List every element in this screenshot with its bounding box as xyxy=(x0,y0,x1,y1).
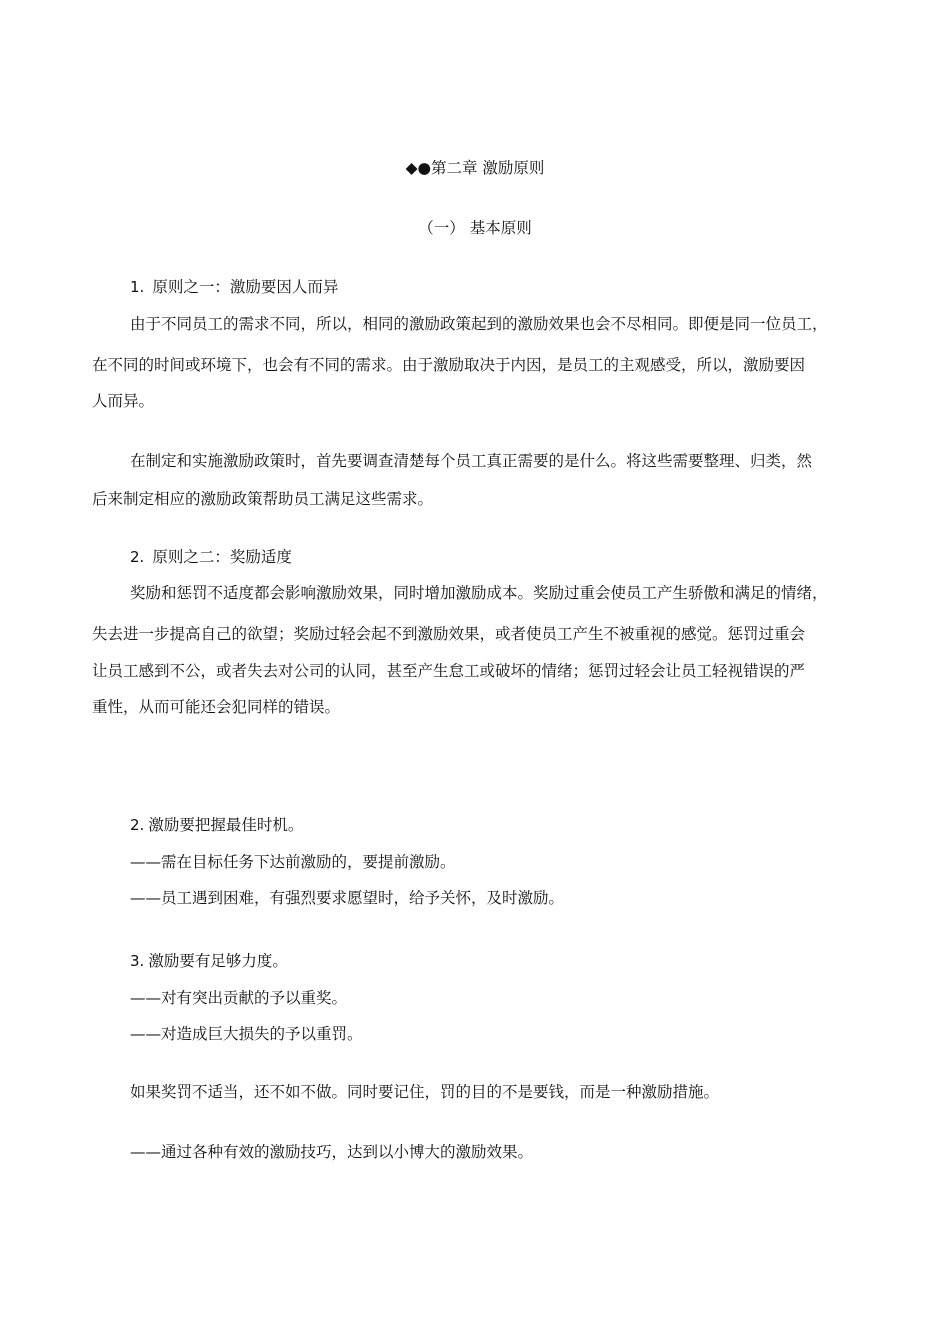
principle2-line3: 让员工感到不公，或者失去对公司的认同，甚至产生怠工或破坏的情绪；惩罚过轻会让员工轻视错误的严 xyxy=(92,662,806,680)
principle2-line2: 失去进一步提高自己的欲望；奖励过轻会起不到激励效果，或者使员工产生不被重视的感觉。惩罚过重会 xyxy=(92,625,806,643)
principle1-para1-line3: 人而异。 xyxy=(92,392,155,410)
principle2-heading xyxy=(130,547,292,567)
chapter-title: ◆●第二章 激励原则 xyxy=(405,159,545,177)
timing-bullet1: ——需在目标任务下达前激励的，要提前激励。 xyxy=(130,853,456,871)
principle2-heading-text: 原则之二：奖励适度 xyxy=(152,548,292,566)
strength-number: 3. xyxy=(130,952,145,970)
principle1-number: 1. xyxy=(130,278,145,296)
principle1-para1-line1: 由于不同员工的需求不同，所以，相同的激励政策起到的激励效果也会不尽相同。即便是同一位员工， xyxy=(130,315,828,333)
principle1-para1-line2: 在不同的时间或环境下，也会有不同的需求。由于激励取决于内因，是员工的主观感受，所以，激励要因 xyxy=(92,356,806,374)
strength-bullet2: ——对造成巨大损失的予以重罚。 xyxy=(130,1025,363,1043)
section-title: （一） 基本原则 xyxy=(418,219,532,237)
principle2-line4: 重性，从而可能还会犯同样的错误。 xyxy=(92,698,341,716)
closing-line2: ——通过各种有效的激励技巧，达到以小博大的激励效果。 xyxy=(130,1143,534,1161)
strength-bullet1: ——对有突出贡献的予以重奖。 xyxy=(130,989,348,1007)
principle1-para2-line1: 在制定和实施激励政策时，首先要调查清楚每个员工真正需要的是什么。将这些需要整理、归类，然 xyxy=(130,452,813,470)
principle1-para2-line2: 后来制定相应的激励政策帮助员工满足这些需求。 xyxy=(92,490,434,508)
timing-heading-text: 激励要把握最佳时机。 xyxy=(148,816,304,834)
closing-line1: 如果奖罚不适当，还不如不做。同时要记住，罚的目的不是要钱，而是一种激励措施。 xyxy=(130,1083,720,1101)
strength-heading-text: 激励要有足够力度。 xyxy=(148,952,288,970)
principle1-heading xyxy=(130,277,338,297)
timing-number: 2. xyxy=(130,816,145,834)
principle2-number: 2. xyxy=(130,548,145,566)
timing-heading xyxy=(130,815,303,835)
principle1-heading-text: 原则之一：激励要因人而异 xyxy=(152,278,339,296)
strength-heading xyxy=(130,951,288,971)
principle2-line1: 奖励和惩罚不适度都会影响激励效果，同时增加激励成本。奖励过重会使员工产生骄傲和满足的情绪， xyxy=(130,584,828,602)
timing-bullet2: ——员工遇到困难，有强烈要求愿望时，给予关怀，及时激励。 xyxy=(130,889,565,907)
